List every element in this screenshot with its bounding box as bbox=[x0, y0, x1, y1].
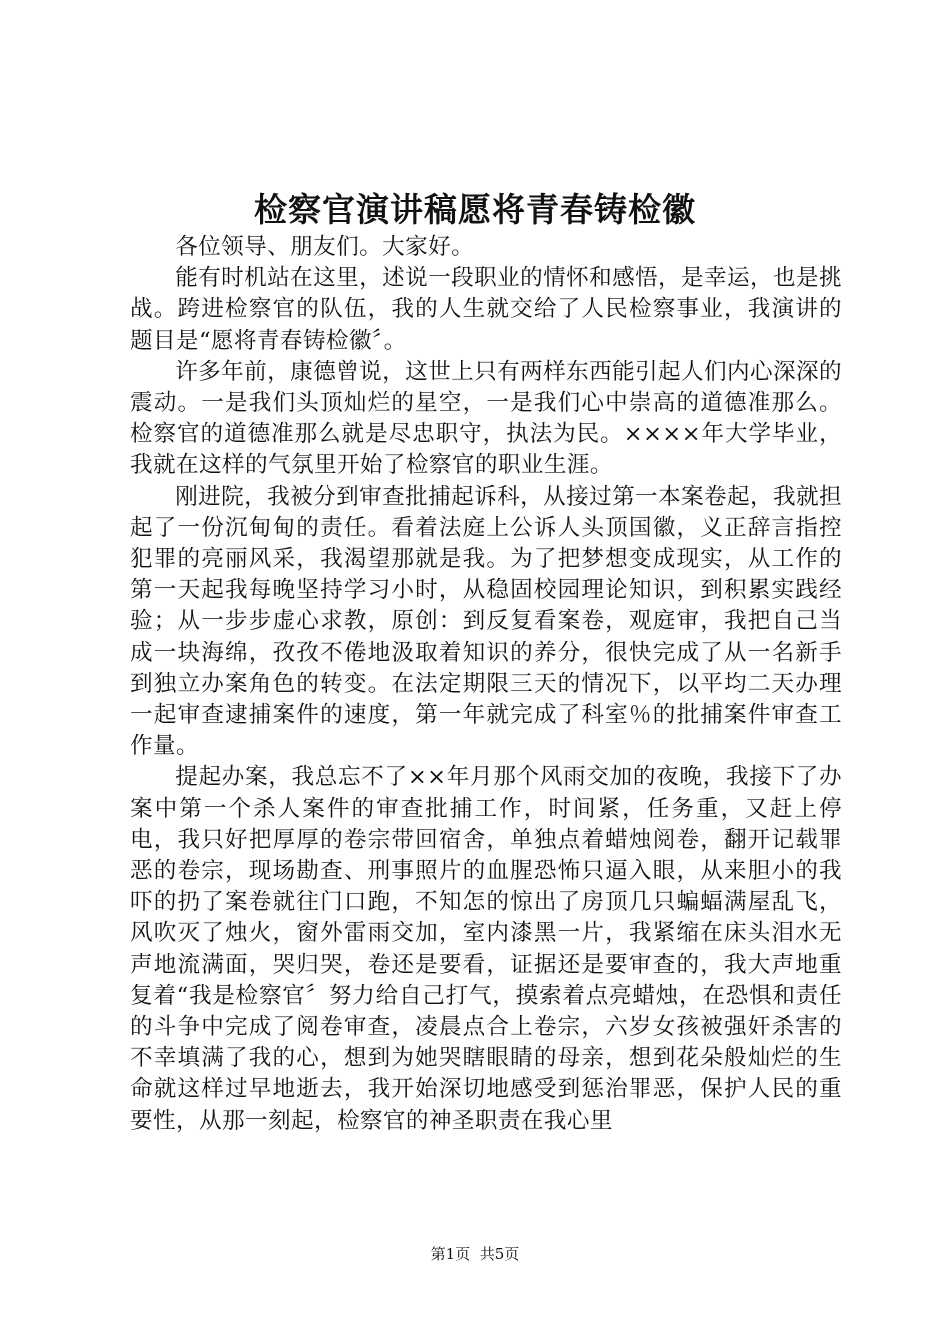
paragraph-opening: 能有时机站在这里，述说一段职业的情怀和感悟，是幸运，也是挑战。跨进检察官的队伍，我的人生就交给了人民检察事业，我演讲的题目是“愿将青春铸检徽〞。 bbox=[130, 265, 843, 354]
paragraph-greeting: 各位领导、朋友们。大家好。 bbox=[175, 234, 475, 260]
paragraph-first-case: 提起办案，我总忘不了××年月那个风雨交加的夜晚，我接下了办案中第一个杀人案件的审查批捕工作，时间紧，任务重，又赶上停电，我只好把厚厚的卷宗带回宿舍，单独点着蜡烛阅卷，翻开记载罪恶的卷宗，现场勘查、刑事照片的血腥恐怖只逼入眼，从来胆小的我吓的扔了案卷就往门口跑，不知怎的惊出了房顶几只蝙蝠满屋乱飞，风吹灭了烛火，窗外雷雨交加，室内漆黑一片，我紧缩在床头泪水无声地流满面，哭归哭，卷还是要看，证据还是要审查的，我大声地重复着“我是检察官〞努力给自己打气，摸索着点亮蜡烛，在恐惧和责任的斗争中完成了阅卷审查，凌晨点合上卷宗，六岁女孩被强奸杀害的不幸填满了我的心，想到为她哭瞎眼睛的母亲，想到花朵般灿烂的生命就这样过早地逝去，我开始深切地感受到惩治罪恶，保护人民的重要性，从那一刻起，检察官的神圣职责在我心里 bbox=[130, 764, 842, 1134]
paragraph-kant: 许多年前，康德曾说，这世上只有两样东西能引起人们内心深深的震动。一是我们头顶灿烂的星空，一是我们心中崇高的道德准那么。检察官的道德准那么就是尽忠职守，执法为民。××××年大学毕业，我就在这样的气氛里开始了检察官的职业生涯。 bbox=[130, 358, 843, 479]
document-title: 检察官演讲稿愿将青春铸检徽 bbox=[254, 190, 696, 229]
footer-spacer bbox=[470, 1245, 480, 1263]
document-body bbox=[130, 232, 842, 1137]
paragraph-first-job: 刚进院，我被分到审查批捕起诉科，从接过第一本案卷起，我就担起了一份沉甸甸的责任。看着法庭上公诉人头顶国徽，义正辞言指控犯罪的亮丽风采，我渴望那就是我。为了把梦想变成现实，从工作的第一天起我每晚坚持学习小时，从稳固校园理论知识，到积累实践经验；从一步步虚心求教，原创：到反复看案卷，观庭审，我把自己当成一块海绵，孜孜不倦地汲取着知识的养分，很快完成了从一名新手到独立办案角色的转变。在法定期限三天的情况下，以平均二天办理一起审查逮捕案件的速度，第一年就完成了科室％的批捕案件审查工作量。 bbox=[130, 483, 843, 760]
page-total: 共5页 bbox=[479, 1245, 520, 1263]
page-number: 第1页 bbox=[430, 1245, 471, 1263]
page-footer bbox=[0, 1243, 950, 1265]
